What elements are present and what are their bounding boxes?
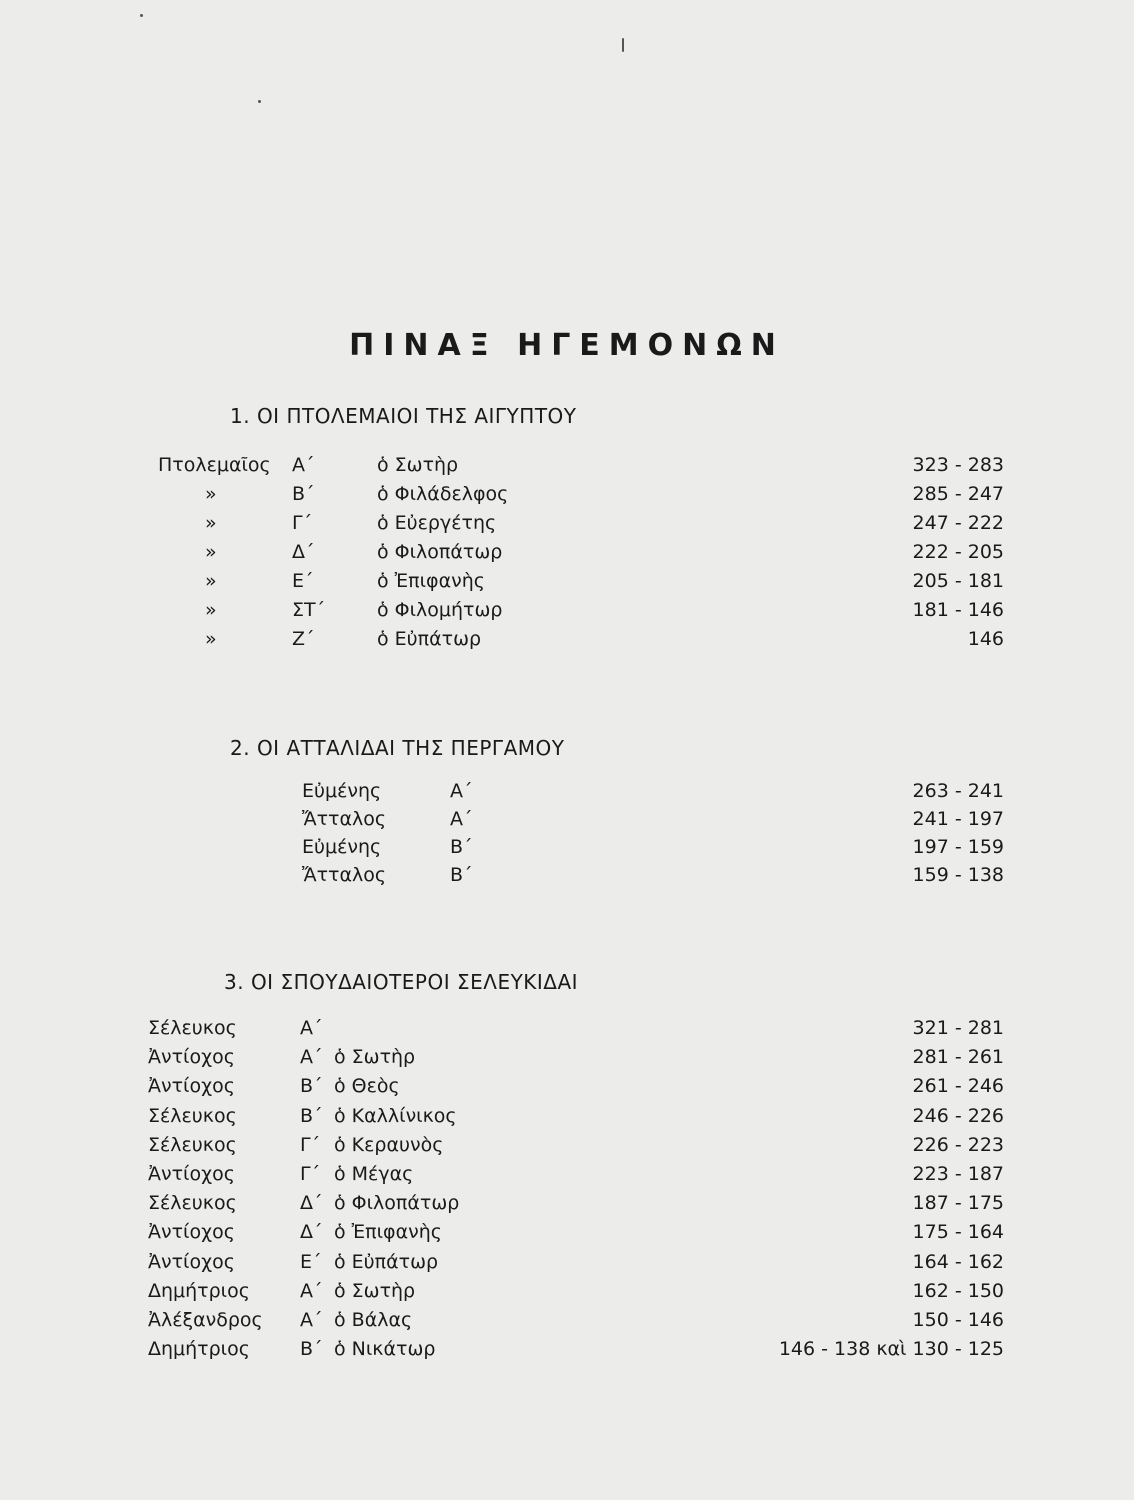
reign-years: 205 - 181 bbox=[912, 570, 1004, 592]
ruler-ordinal: Α΄ bbox=[450, 780, 473, 802]
paper-speck bbox=[622, 38, 624, 52]
ruler-name: Ἀλέξανδρος bbox=[148, 1309, 263, 1331]
reign-years: 281 - 261 bbox=[912, 1046, 1004, 1069]
ruler-epithet: ὁ Σωτὴρ bbox=[334, 1279, 416, 1302]
table-row bbox=[0, 1335, 1134, 1363]
ruler-name: » bbox=[205, 512, 217, 534]
ruler-ordinal: Β΄ bbox=[300, 1104, 323, 1127]
table-row bbox=[0, 538, 1134, 566]
ruler-name: » bbox=[205, 570, 217, 592]
ruler-name: Εὐμένης bbox=[302, 836, 382, 858]
ruler-name: Σέλευκος bbox=[148, 1192, 237, 1215]
ruler-ordinal: Α΄ bbox=[450, 808, 473, 830]
table-row bbox=[0, 1043, 1134, 1071]
reign-years: 222 - 205 bbox=[912, 541, 1004, 563]
paper-speck bbox=[258, 100, 261, 103]
table-row bbox=[0, 1014, 1134, 1042]
reign-years: 246 - 226 bbox=[912, 1104, 1004, 1127]
ruler-name: Σέλευκος bbox=[148, 1104, 237, 1127]
reign-years: 247 - 222 bbox=[912, 512, 1004, 534]
reign-years: 164 - 162 bbox=[912, 1250, 1004, 1273]
ruler-epithet: ὁ Εὐπάτωρ bbox=[334, 1250, 439, 1273]
table-row bbox=[0, 1248, 1134, 1276]
ruler-ordinal: Δ΄ bbox=[300, 1221, 323, 1244]
reign-years: 146 bbox=[967, 628, 1004, 650]
table-row bbox=[0, 777, 1134, 805]
ruler-epithet: ὁ Νικάτωρ bbox=[334, 1338, 436, 1361]
ruler-ordinal: Β΄ bbox=[300, 1338, 323, 1361]
reign-years: 175 - 164 bbox=[912, 1221, 1004, 1244]
ruler-ordinal: Β΄ bbox=[292, 483, 315, 505]
ruler-name: Εὐμένης bbox=[302, 780, 382, 802]
table-row bbox=[0, 833, 1134, 861]
ruler-name: Ἀντίοχος bbox=[148, 1046, 235, 1069]
ruler-epithet: ὁ Φιλοπάτωρ bbox=[334, 1192, 460, 1215]
ruler-ordinal: Β΄ bbox=[300, 1075, 323, 1098]
ruler-ordinal: Α΄ bbox=[300, 1017, 323, 1039]
ruler-epithet: ὁ Θεὸς bbox=[334, 1075, 400, 1098]
reign-years: 181 - 146 bbox=[912, 599, 1004, 621]
ruler-name: Σέλευκος bbox=[148, 1017, 237, 1039]
ruler-name: Ἄτταλος bbox=[302, 808, 387, 830]
ruler-ordinal: Α΄ bbox=[292, 454, 315, 476]
ruler-ordinal: Α΄ bbox=[300, 1309, 323, 1331]
page-title: ΠΙΝΑΞ ΗΓΕΜΟΝΩΝ bbox=[349, 328, 785, 363]
section-heading-ptolemies: 1. ΟΙ ΠΤΟΛΕΜΑΙΟΙ ΤΗΣ ΑΙΓΥΠΤΟΥ bbox=[230, 404, 577, 428]
ruler-epithet: ὁ Βάλας bbox=[334, 1309, 413, 1331]
reign-years: 146 - 138 καὶ 130 - 125 bbox=[778, 1338, 1004, 1361]
ruler-name: Σέλευκος bbox=[148, 1133, 237, 1156]
reign-years: 285 - 247 bbox=[912, 483, 1004, 505]
ruler-name: Ἀντίοχος bbox=[148, 1250, 235, 1273]
table-row bbox=[0, 1072, 1134, 1100]
reign-years: 263 - 241 bbox=[912, 780, 1004, 802]
ruler-epithet: ὁ Ἐπιφανὴς bbox=[334, 1221, 442, 1244]
reign-years: 150 - 146 bbox=[912, 1309, 1004, 1331]
ruler-name: » bbox=[205, 599, 217, 621]
reign-years: 162 - 150 bbox=[912, 1279, 1004, 1302]
ruler-epithet: ὁ Καλλίνικος bbox=[334, 1104, 457, 1127]
ruler-ordinal: Ζ΄ bbox=[292, 628, 315, 650]
ruler-epithet: ὁ Φιλοπάτωρ bbox=[377, 541, 503, 563]
ruler-ordinal: Β΄ bbox=[450, 836, 473, 858]
ruler-ordinal: Γ΄ bbox=[300, 1163, 321, 1185]
table-row bbox=[0, 1218, 1134, 1246]
reign-years: 197 - 159 bbox=[912, 836, 1004, 858]
ruler-ordinal: Β΄ bbox=[450, 864, 473, 886]
section-heading-attalids: 2. ΟΙ ΑΤΤΑΛΙΔΑΙ ΤΗΣ ΠΕΡΓΑΜΟΥ bbox=[230, 736, 565, 760]
table-row bbox=[0, 1189, 1134, 1217]
ruler-name: Ἀντίοχος bbox=[148, 1075, 235, 1098]
ruler-ordinal: Α΄ bbox=[300, 1046, 323, 1069]
reign-years: 159 - 138 bbox=[912, 864, 1004, 886]
ruler-name: Ἀντίοχος bbox=[148, 1163, 235, 1185]
paper-speck bbox=[140, 14, 143, 17]
table-row bbox=[0, 451, 1134, 479]
table-row bbox=[0, 1306, 1134, 1334]
section-heading-seleucids: 3. ΟΙ ΣΠΟΥΔΑΙΟΤΕΡΟΙ ΣΕΛΕΥΚΙΔΑΙ bbox=[224, 970, 579, 994]
table-row bbox=[0, 596, 1134, 624]
ruler-epithet: ὁ Ἐπιφανὴς bbox=[377, 570, 485, 592]
table-row bbox=[0, 625, 1134, 653]
reign-years: 323 - 283 bbox=[912, 454, 1004, 476]
table-row bbox=[0, 861, 1134, 889]
ruler-ordinal: Ε΄ bbox=[292, 570, 314, 592]
ruler-epithet: ὁ Μέγας bbox=[334, 1163, 414, 1185]
ruler-epithet: ὁ Εὐεργέτης bbox=[377, 512, 497, 534]
ruler-ordinal: Ε΄ bbox=[300, 1250, 322, 1273]
table-row bbox=[0, 1131, 1134, 1159]
ruler-name: » bbox=[205, 483, 217, 505]
ruler-ordinal: Γ΄ bbox=[300, 1133, 321, 1156]
ruler-name: Πτολεμαῖος bbox=[158, 454, 271, 476]
ruler-name: » bbox=[205, 541, 217, 563]
table-row bbox=[0, 509, 1134, 537]
ruler-epithet: ὁ Σωτὴρ bbox=[377, 454, 459, 476]
table-row bbox=[0, 1160, 1134, 1188]
ruler-ordinal: Δ΄ bbox=[292, 541, 315, 563]
ruler-name: Δημήτριος bbox=[148, 1279, 250, 1302]
ruler-ordinal: Α΄ bbox=[300, 1279, 323, 1302]
ruler-ordinal: Δ΄ bbox=[300, 1192, 323, 1215]
table-row bbox=[0, 805, 1134, 833]
reign-years: 226 - 223 bbox=[912, 1133, 1004, 1156]
ruler-epithet: ὁ Κεραυνὸς bbox=[334, 1133, 444, 1156]
table-row bbox=[0, 1102, 1134, 1130]
table-row bbox=[0, 567, 1134, 595]
ruler-epithet: ὁ Φιλάδελφος bbox=[377, 483, 509, 505]
table-row bbox=[0, 1277, 1134, 1305]
reign-years: 321 - 281 bbox=[912, 1017, 1004, 1039]
ruler-ordinal: ΣΤ΄ bbox=[292, 599, 326, 621]
reign-years: 241 - 197 bbox=[912, 808, 1004, 830]
reign-years: 223 - 187 bbox=[912, 1163, 1004, 1185]
reign-years: 187 - 175 bbox=[912, 1192, 1004, 1215]
ruler-name: Ἄτταλος bbox=[302, 864, 387, 886]
ruler-name: Δημήτριος bbox=[148, 1338, 250, 1361]
ruler-name: » bbox=[205, 628, 217, 650]
ruler-epithet: ὁ Σωτὴρ bbox=[334, 1046, 416, 1069]
ruler-name: Ἀντίοχος bbox=[148, 1221, 235, 1244]
ruler-ordinal: Γ΄ bbox=[292, 512, 313, 534]
ruler-epithet: ὁ Φιλομήτωρ bbox=[377, 599, 503, 621]
table-row bbox=[0, 480, 1134, 508]
reign-years: 261 - 246 bbox=[912, 1075, 1004, 1098]
ruler-epithet: ὁ Εὐπάτωρ bbox=[377, 628, 482, 650]
